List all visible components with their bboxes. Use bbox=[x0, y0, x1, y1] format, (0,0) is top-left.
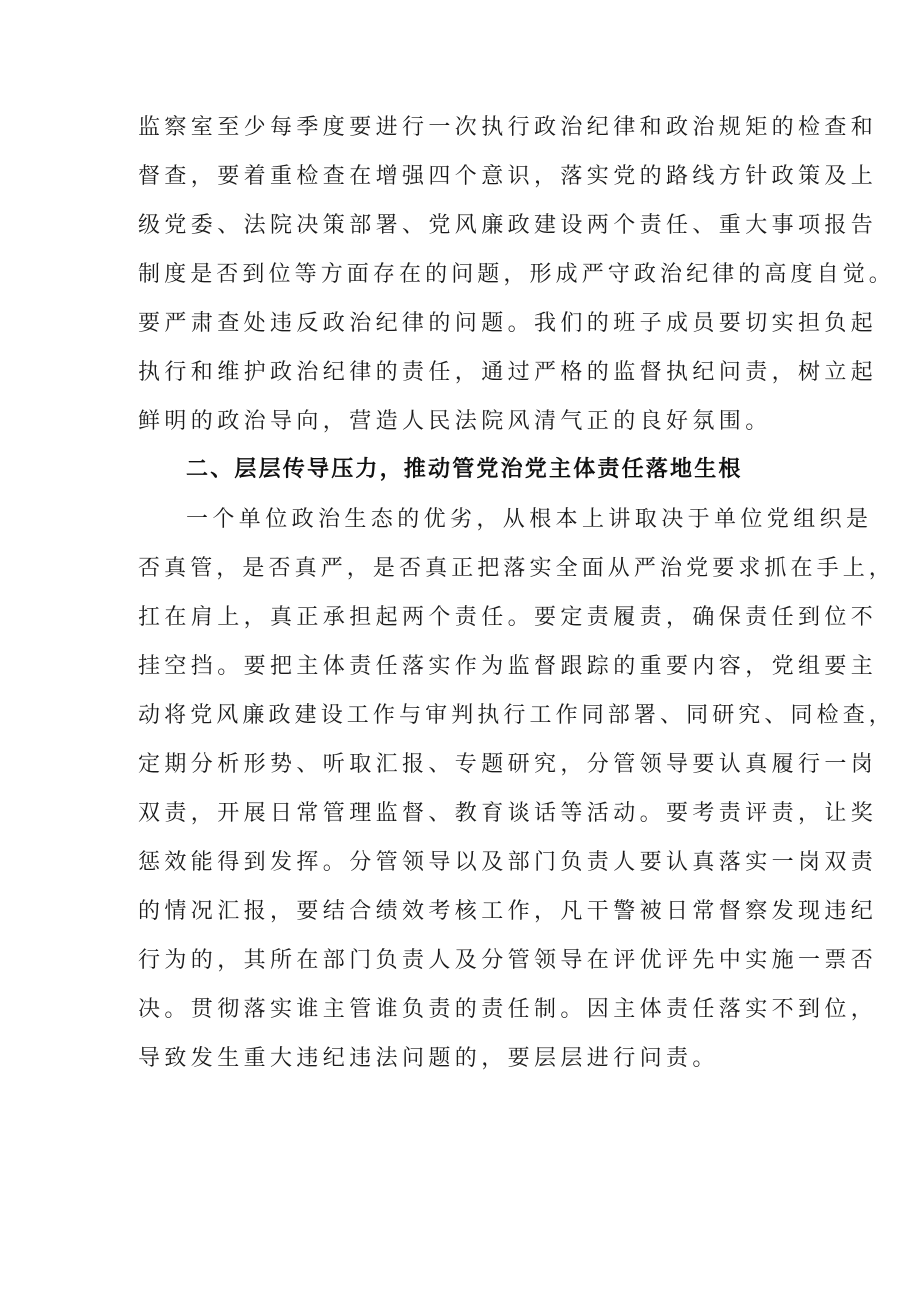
paragraph-line: 双责，开展日常管理监督、教育谈话等活动。要考责评责，让奖 bbox=[138, 801, 878, 826]
paragraph-line: 的情况汇报，要结合绩效考核工作，凡干警被日常督察发现违纪 bbox=[138, 899, 878, 924]
paragraph-line: 鲜明的政治导向，营造人民法院风清气正的良好氛围。 bbox=[138, 409, 772, 434]
paragraph-line: 督查，要着重检查在增强四个意识，落实党的路线方针政策及上 bbox=[138, 164, 878, 189]
paragraph-line: 惩效能得到发挥。分管领导以及部门负责人要认真落实一岗双责 bbox=[138, 850, 878, 875]
paragraph-line: 一个单位政治生态的优劣，从根本上讲取决于单位党组织是 bbox=[186, 507, 873, 532]
paragraph-line: 动将党风廉政建设工作与审判执行工作同部署、同研究、同检查， bbox=[138, 703, 895, 728]
paragraph-line: 制度是否到位等方面存在的问题，形成严守政治纪律的高度自觉。 bbox=[138, 262, 895, 287]
section-heading: 二、层层传导压力，推动管党治党主体责任落地生根 bbox=[186, 457, 743, 482]
paragraph-line: 决。贯彻落实谁主管谁负责的责任制。因主体责任落实不到位， bbox=[138, 997, 878, 1022]
paragraph-line: 执行和维护政治纪律的责任，通过严格的监督执纪问责，树立起 bbox=[138, 360, 878, 385]
paragraph-line: 定期分析形势、听取汇报、专题研究，分管领导要认真履行一岗 bbox=[138, 752, 878, 777]
paragraph-line: 挂空挡。要把主体责任落实作为监督跟踪的重要内容，党组要主 bbox=[138, 654, 878, 679]
paragraph-line: 导致发生重大违纪违法问题的，要层层进行问责。 bbox=[138, 1046, 719, 1071]
paragraph-line: 监察室至少每季度要进行一次执行政治纪律和政治规矩的检查和 bbox=[138, 115, 878, 140]
paragraph-line: 行为的，其所在部门负责人及分管领导在评优评先中实施一票否 bbox=[138, 948, 878, 973]
paragraph-line: 级党委、法院决策部署、党风廉政建设两个责任、重大事项报告 bbox=[138, 213, 878, 238]
paragraph-line: 否真管，是否真严，是否真正把落实全面从严治党要求抓在手上， bbox=[138, 556, 895, 581]
paragraph-line: 扛在肩上，真正承担起两个责任。要定责履责，确保责任到位不 bbox=[138, 605, 878, 630]
paragraph-line: 要严肃查处违反政治纪律的问题。我们的班子成员要切实担负起 bbox=[138, 311, 878, 336]
